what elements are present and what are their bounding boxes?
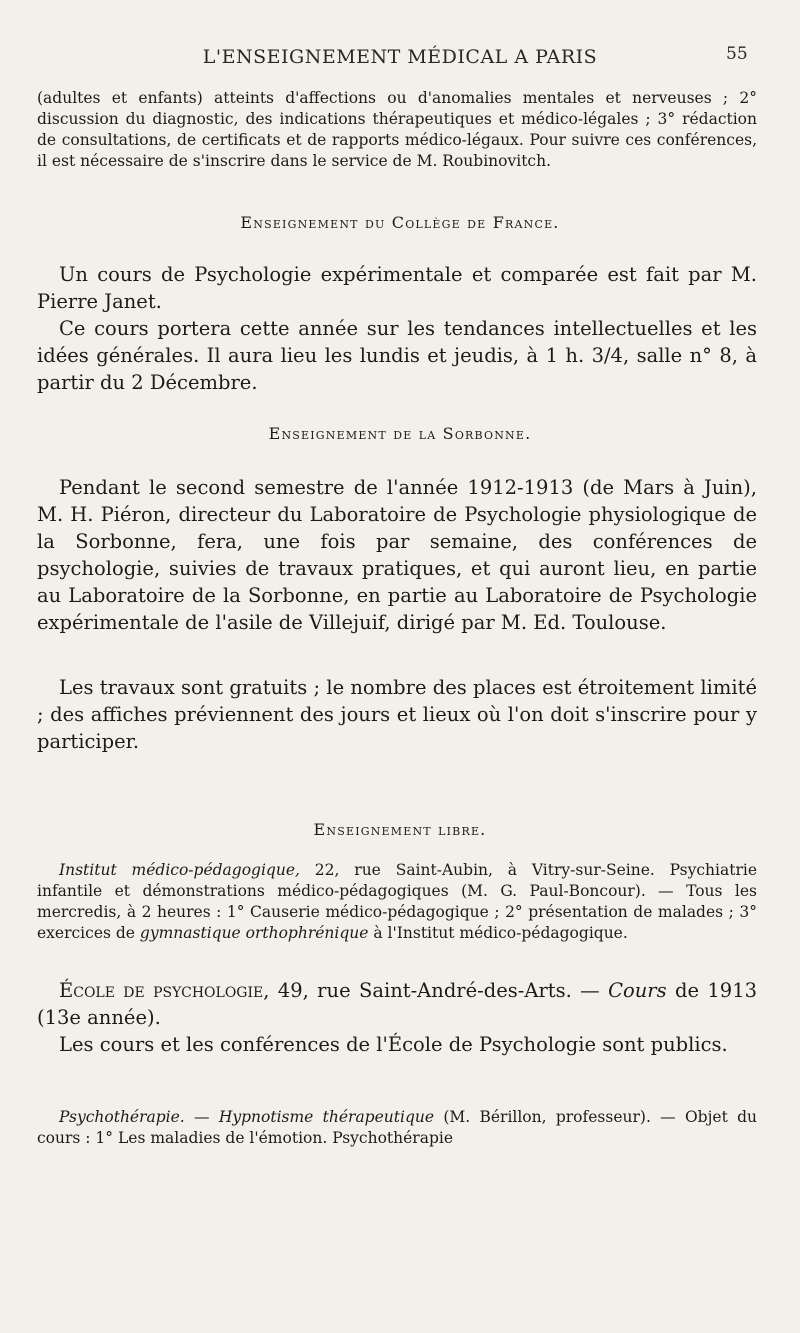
institut-text-2: à l'Institut médico-pédagogique.: [368, 924, 628, 942]
libre-heading: Enseignement libre.: [313, 820, 487, 839]
college-paragraph-2: Ce cours portera cette année sur les tendances intellectuelles et les idées générales. Il aura lieu les lundis et jeudis, à 1 h. 3/4, salle n° 8, à partir du 2 Décembre.: [37, 317, 757, 394]
ecole-address: 49, rue Saint-André-des-Arts. —: [269, 979, 609, 1002]
psychotherapie-subject: Hypnotisme thérapeutique: [218, 1108, 435, 1126]
page-number: 55: [726, 44, 748, 64]
psychotherapie-label: Psychothérapie.: [59, 1108, 185, 1126]
institut-text-1: 22, rue Saint-Aubin, à Vitry-sur-Seine. Psychiatrie infantile et démonstrations médico-pédagogiques (M. G. Paul-Boncour). — Tous les mercredis, à 2 heures : 1° Causerie médico-pédagogique ; 2° présentation de malades ; 3° exercices de: [37, 861, 757, 942]
institut-name: Institut médico-pédagogique,: [59, 861, 300, 879]
institut-paragraph: [37, 860, 757, 944]
psychotherapie-dash: —: [184, 1108, 219, 1126]
intro-paragraph: (adultes et enfants) atteints d'affections ou d'anomalies mentales et nerveuses ; 2° discussion du diagnostic, des indications thérapeutiques et médico-légales ; 3° rédaction de consultations, de certificats et de rapports médico-légaux. Pour suivre ces conférences, il est nécessaire de s'inscrire dans le service de M. Roubinovitch.: [37, 89, 757, 170]
college-paragraph-1: Un cours de Psychologie expérimentale et comparée est fait par M. Pierre Janet.: [37, 263, 757, 313]
ecole-cours-text: de 1913 (13e année).: [37, 979, 758, 1029]
institut-gymnastique: gymnastique orthophrénique: [139, 924, 369, 942]
sorbonne-paragraph-1: Pendant le second semestre de l'année 1912-1913 (de Mars à Juin), M. H. Piéron, directeur du Laboratoire de Psychologie physiologique de la Sorbonne, fera, une fois par semaine, des conférences de psychologie, suivies de travaux pratiques, et qui auront lieu, en partie au Laboratoire de la Sorbonne, en partie au Laboratoire de Psychologie expérimentale de l'asile de Villejuif, dirigé par M. Ed. Toulouse.: [37, 476, 757, 634]
ecole-paragraph: [37, 977, 757, 1031]
running-title: L'ENSEIGNEMENT MÉDICAL A PARIS: [202, 46, 598, 68]
college-de-france-heading: Enseignement du Collège de France.: [240, 213, 560, 232]
psychotherapie-text: (M. Bérillon, professeur). — Objet du cours : 1° Les maladies de l'émotion. Psychothérapie: [37, 1108, 757, 1147]
sorbonne-heading: Enseignement de la Sorbonne.: [268, 424, 532, 443]
sorbonne-paragraph-2: Les travaux sont gratuits ; le nombre des places est étroitement limité ; des affiches préviennent des jours et lieux où l'on doit s'inscrire pour y participer.: [37, 676, 757, 753]
ecole-cours-label: Cours: [608, 979, 667, 1002]
psychotherapie-paragraph: [37, 1107, 757, 1149]
ecole-name: École de psychologie,: [59, 979, 270, 1002]
ecole-public-paragraph: Les cours et les conférences de l'École de Psychologie sont publics.: [59, 1033, 728, 1056]
